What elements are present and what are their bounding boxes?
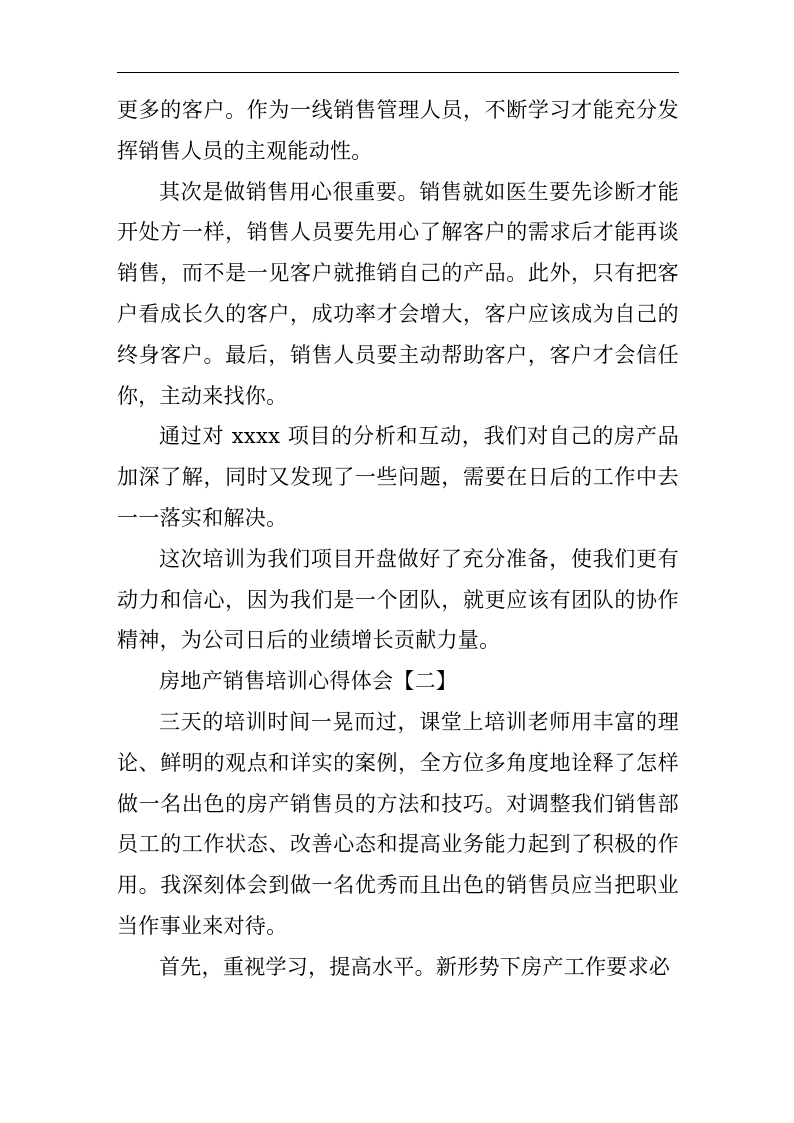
paragraph-three-day-training: 三天的培训时间一晃而过，课堂上培训老师用丰富的理论、鲜明的观点和详实的案例，全方位多角度地诠释了怎样做一名出色的房产销售员的方法和技巧。对调整我们销售部员工的工作状态、改善心态和提高业务能力起到了积极的作用。我深刻体会到做一名优秀而且出色的销售员应当把职业当作事业来对待。 — [117, 709, 679, 938]
document-body — [117, 90, 679, 988]
paragraph-first-point: 首先，重视学习，提高水平。新形势下房产工作要求必 — [159, 954, 671, 979]
paragraph-sales-attentiveness: 其次是做销售用心很重要。销售就如医生要先诊断才能开处方一样，销售人员要先用心了解客户的需求后才能再谈销售，而不是一见客户就推销自己的产品。此外，只有把客户看成长久的客户，成功率才会增大，客户应该成为自己的终身客户。最后，销售人员要主动帮助客户，客户才会信任你，主动来找你。 — [117, 179, 679, 408]
header-rule — [117, 72, 679, 73]
paragraph-training-summary: 这次培训为我们项目开盘做好了充分准备，使我们更有动力和信心，因为我们是一个团队，就更应该有团队的协作精神，为公司日后的业绩增长贡献力量。 — [117, 546, 679, 653]
paragraph-continuation: 更多的客户。作为一线销售管理人员，不断学习才能充分发挥销售人员的主观能动性。 — [117, 98, 679, 163]
section-heading: 房地产销售培训心得体会【二】 — [159, 669, 458, 694]
paragraph-project-analysis: 通过对 xxxx 项目的分析和互动，我们对自己的房产品加深了解，同时又发现了一些问题，需要在日后的工作中去一一落实和解决。 — [117, 424, 679, 530]
